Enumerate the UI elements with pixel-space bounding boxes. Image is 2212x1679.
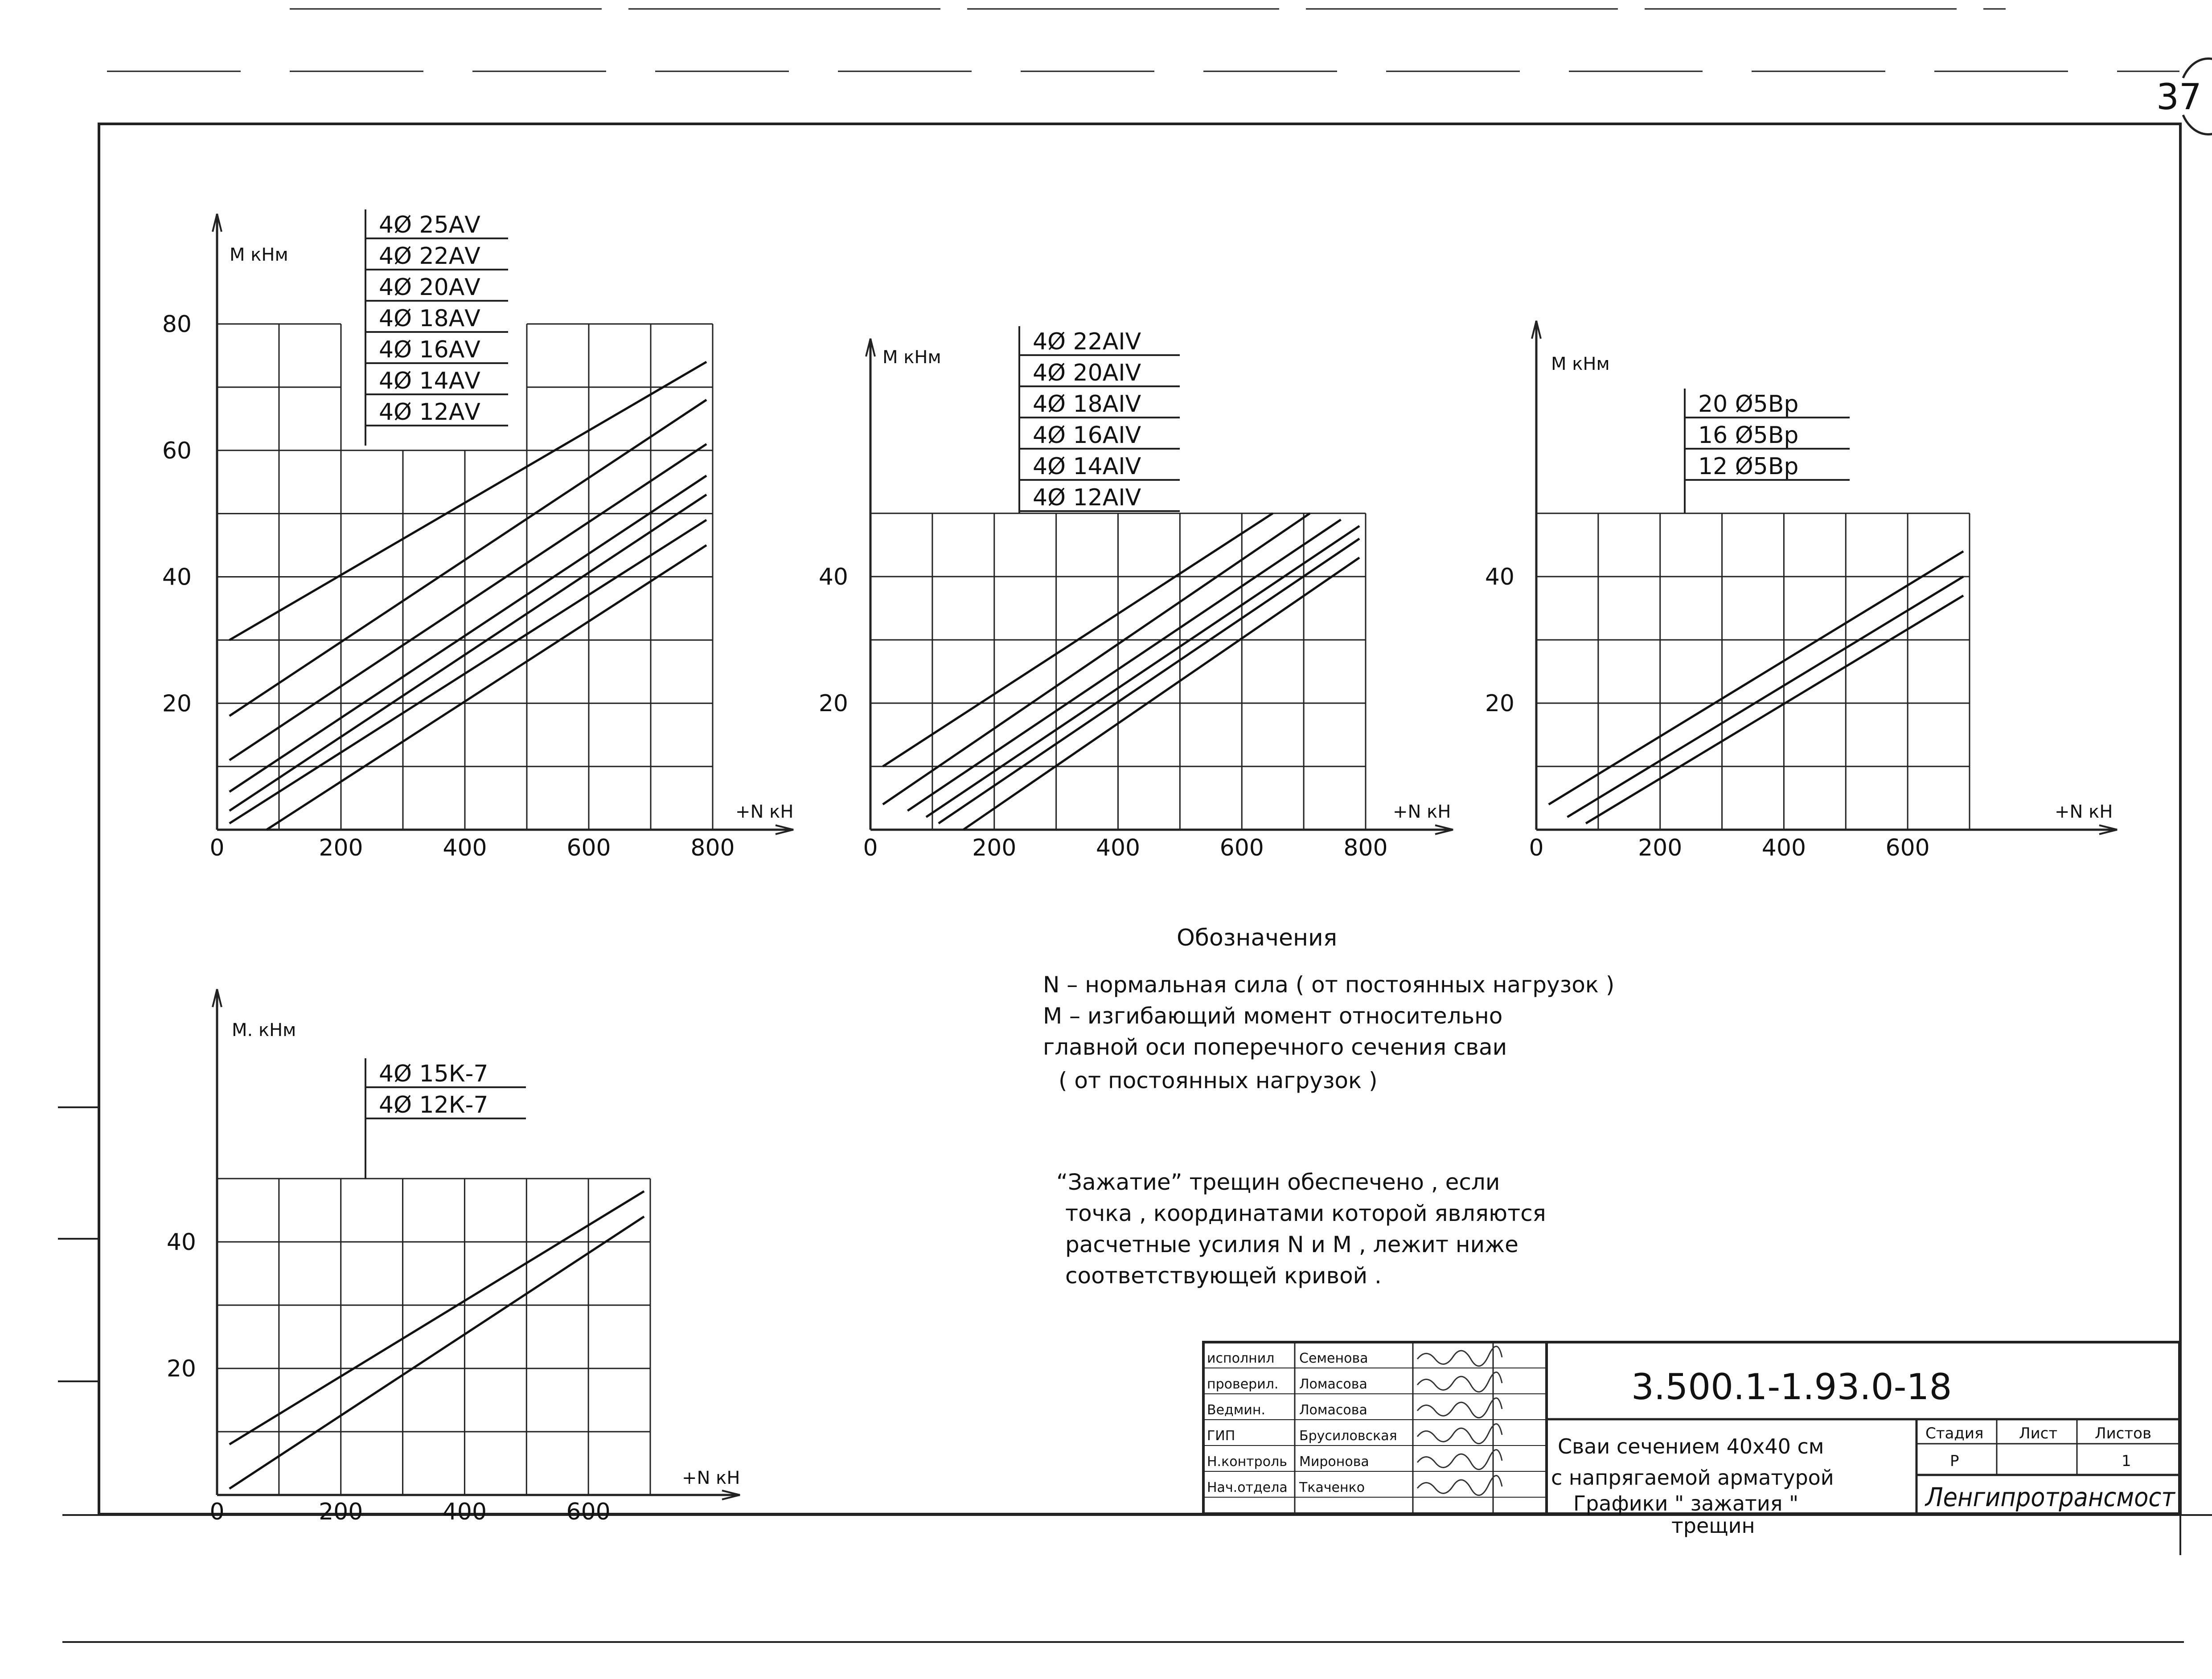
- stamp-role: Н.контроль: [1207, 1454, 1287, 1470]
- note-line: расчетные усилия N и M , лежит ниже: [1065, 1232, 1518, 1257]
- stage-value: Р: [1950, 1452, 1959, 1470]
- series-label: 4Ø 18АIV: [1033, 391, 1141, 418]
- x-axis-label: +N кН: [2055, 802, 2113, 822]
- description-line: с напрягаемой арматурой: [1551, 1466, 1834, 1490]
- stamp-name: Ломасова: [1299, 1376, 1367, 1392]
- y-tick-label: 40: [1485, 564, 1514, 590]
- series-label: 4Ø 16АV: [379, 336, 480, 363]
- y-tick-label: 40: [818, 564, 848, 590]
- signature-mark: [1417, 1398, 1502, 1417]
- y-tick-label: 60: [162, 437, 192, 464]
- series-label: 4Ø 22АIV: [1033, 328, 1141, 355]
- series-label: 4Ø 12К-7: [379, 1092, 488, 1118]
- x-tick-label: 400: [443, 835, 487, 861]
- legend-line: главной оси поперечного сечения сваи: [1043, 1034, 1507, 1060]
- x-tick-label: 200: [319, 835, 363, 861]
- stamp-name: Ломасова: [1299, 1402, 1367, 1418]
- y-axis-label: М кНм: [230, 245, 288, 265]
- signature-mark: [1417, 1475, 1502, 1495]
- x-axis-label: +N кН: [682, 1468, 740, 1488]
- document-code: 3.500.1-1.93.0-18: [1631, 1366, 1952, 1408]
- series-label: 4Ø 12АIV: [1033, 484, 1141, 511]
- y-tick-label: 20: [818, 690, 848, 717]
- series-label: 4Ø 14АIV: [1033, 453, 1141, 480]
- note-line: “Зажатие” трещин обеспечено , если: [1056, 1169, 1500, 1195]
- x-tick-label: 0: [863, 835, 878, 861]
- y-axis-label: М кНм: [1551, 354, 1610, 374]
- x-tick-label: 600: [1885, 835, 1930, 861]
- series-label: 4Ø 18АV: [379, 305, 480, 332]
- series-label: 4Ø 20АIV: [1033, 360, 1141, 386]
- y-tick-label: 40: [166, 1229, 196, 1256]
- x-tick-label: 200: [319, 1499, 363, 1525]
- stamp-role: ГИП: [1207, 1428, 1235, 1444]
- legend-line: N – нормальная сила ( от постоянных нагрузок ): [1043, 972, 1615, 998]
- x-tick-label: 400: [1761, 835, 1806, 861]
- x-tick-label: 0: [1529, 835, 1544, 861]
- x-tick-label: 600: [1219, 835, 1264, 861]
- y-tick-label: 20: [166, 1355, 196, 1382]
- signature-mark: [1417, 1424, 1502, 1443]
- organization-name: Ленгипротрансмост: [1925, 1482, 2176, 1512]
- series-label: 4Ø 25АV: [379, 212, 480, 238]
- description-line: Сваи сечением 40х40 см: [1558, 1434, 1824, 1458]
- sheet-header: Лист: [2019, 1425, 2058, 1442]
- y-tick-label: 40: [162, 564, 192, 591]
- stage-header: Стадия: [1925, 1425, 1984, 1442]
- legend-line: ( от постоянных нагрузок ): [1059, 1068, 1378, 1093]
- description-line: трещин: [1671, 1514, 1755, 1538]
- stamp-role: проверил.: [1207, 1376, 1279, 1392]
- stamp-name: Брусиловская: [1299, 1428, 1397, 1444]
- x-tick-label: 800: [1343, 835, 1388, 861]
- x-tick-label: 400: [1096, 835, 1141, 861]
- stamp-role: Ведмин.: [1207, 1402, 1266, 1418]
- signature-mark: [1417, 1450, 1502, 1469]
- legend-line: M – изгибающий момент относительно: [1043, 1003, 1503, 1029]
- series-label: 4Ø 12АV: [379, 399, 480, 426]
- page-number: 37: [2156, 76, 2202, 118]
- y-tick-label: 20: [162, 690, 192, 717]
- sheets-value: 1: [2122, 1452, 2131, 1470]
- x-axis-label: +N кН: [735, 802, 794, 822]
- series-label: 12 Ø5Вр: [1698, 453, 1799, 480]
- sheets-header: Листов: [2095, 1425, 2152, 1442]
- x-tick-label: 600: [566, 1499, 611, 1525]
- stamp-name: Ткаченко: [1299, 1480, 1365, 1495]
- note-line: точка , координатами которой являются: [1065, 1200, 1546, 1226]
- stamp-name: Миронова: [1299, 1454, 1369, 1470]
- x-tick-label: 800: [690, 835, 735, 861]
- series-label: 4Ø 15К-7: [379, 1061, 488, 1087]
- series-label: 4Ø 20АV: [379, 274, 480, 301]
- series-label: 4Ø 14АV: [379, 368, 480, 394]
- x-tick-label: 400: [442, 1499, 487, 1525]
- x-tick-label: 0: [209, 1499, 225, 1525]
- y-tick-label: 20: [1485, 690, 1514, 717]
- x-tick-label: 0: [209, 835, 225, 861]
- y-axis-label: М кНм: [882, 347, 941, 368]
- note-line: соответствующей кривой .: [1065, 1263, 1382, 1289]
- description-line: Графики " зажатия ": [1573, 1491, 1799, 1515]
- legend-title: Обозначения: [1177, 925, 1338, 951]
- signature-mark: [1417, 1372, 1502, 1392]
- stamp-role: исполнил: [1207, 1351, 1275, 1366]
- y-axis-label: М. кНм: [232, 1020, 296, 1040]
- series-label: 4Ø 22АV: [379, 243, 480, 270]
- series-label: 16 Ø5Вр: [1698, 422, 1799, 449]
- series-label: 4Ø 16АIV: [1033, 422, 1141, 449]
- stamp-name: Семенова: [1299, 1351, 1368, 1366]
- x-tick-label: 200: [972, 835, 1017, 861]
- stamp-role: Нач.отдела: [1207, 1480, 1288, 1495]
- x-tick-label: 600: [566, 835, 611, 861]
- x-tick-label: 200: [1638, 835, 1683, 861]
- x-axis-label: +N кН: [1393, 802, 1451, 822]
- signature-mark: [1417, 1346, 1502, 1366]
- y-tick-label: 80: [162, 311, 192, 338]
- series-label: 20 Ø5Вр: [1698, 391, 1799, 418]
